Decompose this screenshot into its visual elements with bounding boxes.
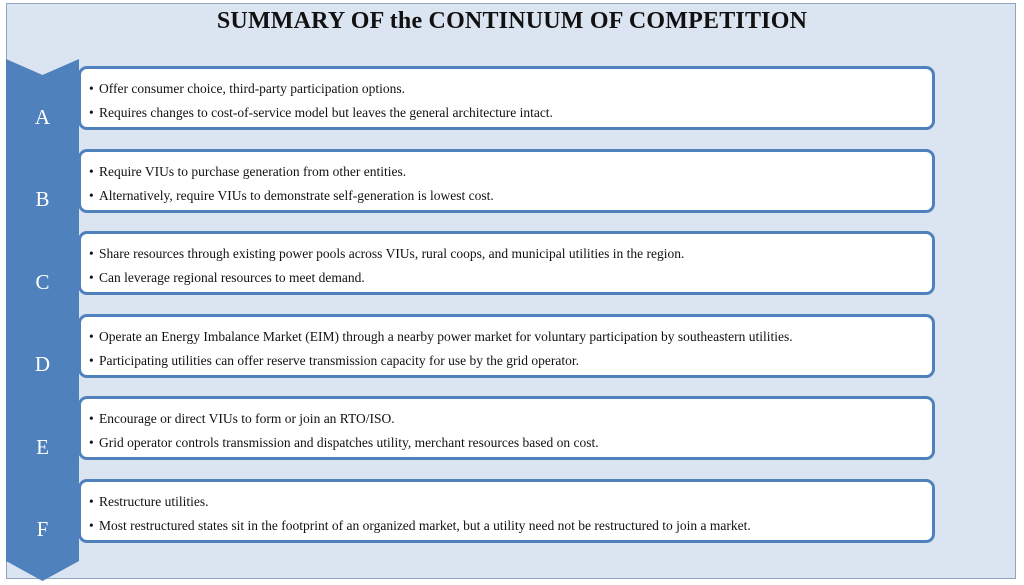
row-box-e (78, 396, 935, 460)
bullet-e-1: • Encourage or direct VIUs to form or join an RTO/ISO. (89, 411, 395, 426)
chevron-letter-b: B (35, 187, 50, 211)
chevron-letter-d: D (34, 352, 51, 376)
diagram-title: SUMMARY OF the CONTINUUM OF COMPETITION (216, 8, 808, 34)
bullet-d-2: • Participating utilities can offer reserve transmission capacity for use by the grid operator. (89, 353, 579, 368)
bullet-b-1: • Require VIUs to purchase generation from other entities. (89, 164, 407, 179)
chevron-letter-c: C (35, 270, 50, 294)
bullet-f-1: • Restructure utilities. (89, 494, 209, 509)
row-box-a (78, 66, 935, 130)
bullet-a-1: • Offer consumer choice, third-party participation options. (89, 81, 406, 96)
bullet-c-2: • Can leverage regional resources to meet demand. (89, 270, 365, 285)
row-box-f (78, 479, 935, 543)
chevron-letter-e: E (36, 435, 49, 459)
row-box-b (78, 149, 935, 213)
bullet-a-2: • Requires changes to cost-of-service model but leaves the general architecture intact. (89, 105, 553, 120)
row-box-d (78, 314, 935, 378)
row-box-c (78, 231, 935, 295)
bullet-d-1: • Operate an Energy Imbalance Market (EIM) through a nearby power market for voluntary participation by southeastern utilities. (89, 329, 793, 344)
bullet-e-2: • Grid operator controls transmission and dispatches utility, merchant resources based on cost. (89, 435, 599, 450)
chevron-letter-f: F (36, 517, 49, 541)
bullet-b-2: • Alternatively, require VIUs to demonstrate self-generation is lowest cost. (89, 188, 494, 203)
chevron-letter-a: A (34, 105, 51, 129)
bullet-f-2: • Most restructured states sit in the footprint of an organized market, but a utility need not be restructured to join a market. (89, 518, 751, 533)
bullet-c-1: • Share resources through existing power pools across VIUs, rural coops, and municipal utilities in the region. (89, 246, 685, 261)
